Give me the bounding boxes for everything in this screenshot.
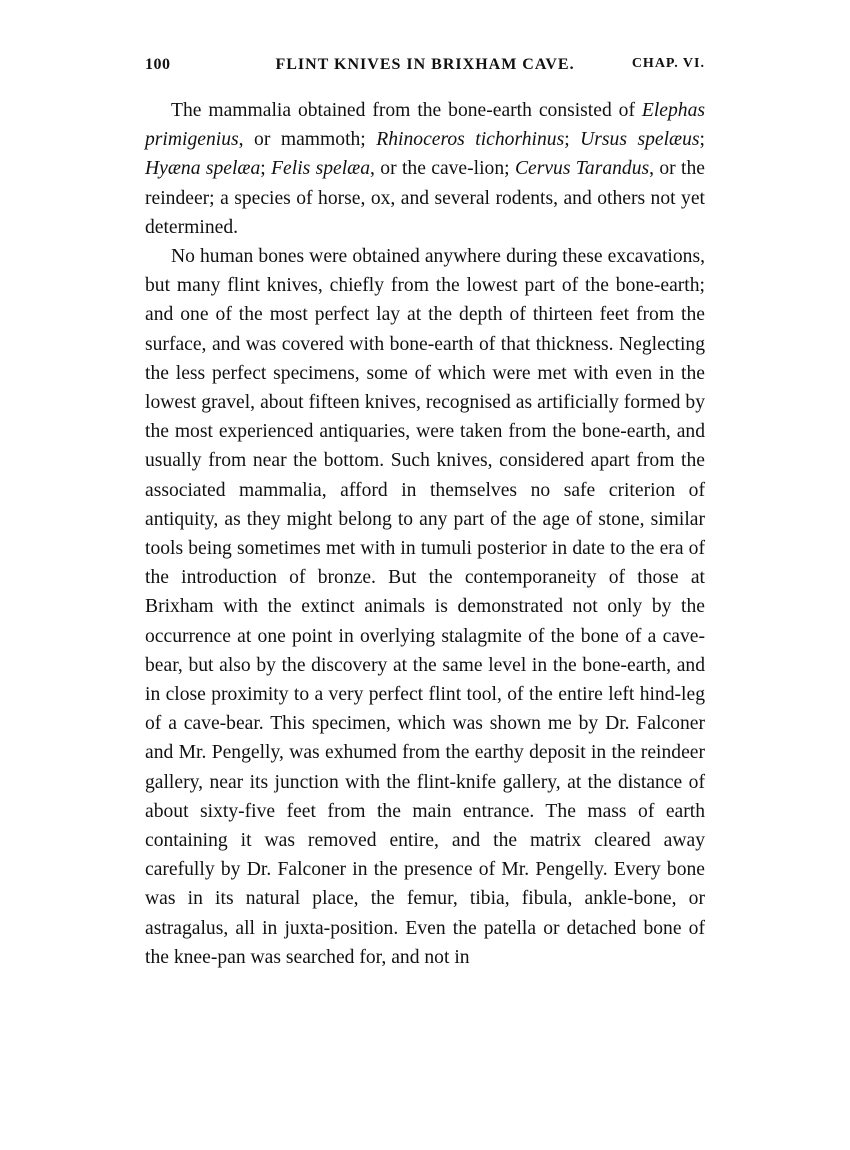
chapter-label: CHAP. VI. bbox=[631, 56, 705, 71]
species-name: Hyæna spelæa bbox=[145, 158, 261, 180]
running-title: FLINT KNIVES IN BRIXHAM CAVE. bbox=[275, 56, 575, 73]
species-name: Elephas primigenius bbox=[145, 100, 705, 151]
page-number: 100 bbox=[145, 56, 171, 73]
body-text bbox=[145, 96, 705, 972]
text-segment: The mammalia obtained from the bone-earth consisted of bbox=[171, 100, 642, 121]
species-name: Ursus spelæus bbox=[580, 129, 700, 151]
text-segment: ; bbox=[260, 158, 272, 180]
paragraph-flint-knives: No human bones were obtained anywhere during these excavations, but many flint knives, chiefly from the lowest part of the bone-earth; and one of the most perfect lay at the depth of thirteen feet from the surface, and was covered with bone-earth of that thickness. Neglecting the less perfect specimens, some of which were met with even in the lowest gravel, about fifteen knives, recognised as artificially formed by the most experienced antiquaries, were taken from the bone-earth, and usually from near the bottom. Such knives, considered apart from the associated mammalia, afford in themselves no safe criterion of antiquity, as they might belong to any part of the age of stone, similar tools being sometimes met with in tumuli posterior in date to the era of the introduction of bronze. But the contemporaneity of those at Brixham with the extinct animals is demonstrated not only by the occurrence at one point in overlying stalagmite of the bone of a cave-bear, but also by the discovery at the same level in the bone-earth, and in close proximity to a very perfect flint tool, of the entire left hind-leg of a cave-bear. This specimen, which was shown me by Dr. Falconer and Mr. Pengelly, was exhumed from the earthy deposit in the reindeer gallery, near its junction with the flint-knife gallery, at the distance of about sixty-five feet from the main entrance. The mass of earth containing it was removed entire, and the matrix cleared away carefully by Dr. Falconer in the presence of Mr. Pengelly. Every bone was in its natural place, the femur, tibia, fibula, ankle-bone, or astragalus, all in juxta-position. Even the patella or detached bone of the knee-pan was searched for, and not in bbox=[145, 246, 705, 968]
running-header bbox=[145, 56, 705, 82]
text-segment: , or the reindeer; a species of horse, ox, and several rodents, and others not yet determined. bbox=[145, 158, 705, 238]
book-page bbox=[145, 56, 705, 972]
text-segment: ; bbox=[564, 129, 581, 151]
species-name: Rhinoceros tichorhinus bbox=[376, 129, 565, 151]
species-name: Felis spelæa bbox=[271, 158, 371, 180]
text-segment: ; bbox=[699, 129, 705, 151]
paragraph-mammalia bbox=[145, 96, 705, 242]
text-segment: , or the cave-lion; bbox=[370, 158, 515, 180]
species-name: Cervus Tarandus bbox=[514, 158, 650, 180]
text-segment: , or mammoth; bbox=[238, 129, 377, 151]
